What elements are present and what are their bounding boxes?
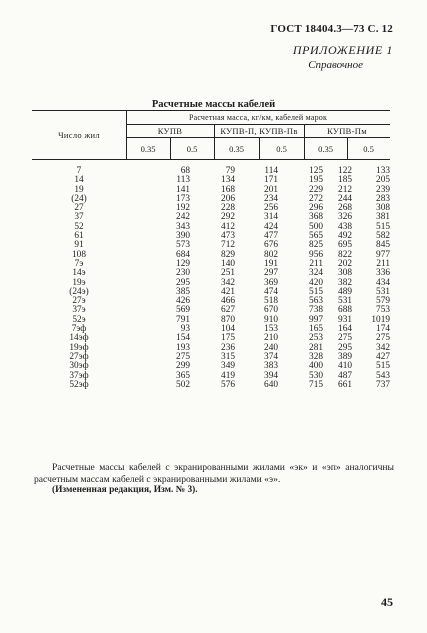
header-rule [126,124,390,125]
table-row [32,297,390,306]
cores-cell: 52 [74,221,84,232]
mass-cell: 133 [376,166,390,176]
mass-cell: 822 [338,249,352,260]
cores-cell: 91 [74,240,84,251]
mass-cell: 473 [221,231,235,242]
mass-cell: 997 [309,314,323,325]
mass-cell: 114 [264,166,278,176]
size-header: 0.35 [140,144,156,154]
cores-cell: 37эф [69,370,89,381]
mass-cell: 389 [338,351,352,362]
mass-cell: 210 [264,333,278,344]
cores-cell: 14э [72,268,86,279]
cores-cell: 19эф [69,342,89,353]
cores-cell: 19 [74,184,84,195]
cores-cell: 37 [74,212,84,223]
col-header-cores: Число жил [58,130,100,140]
mass-cell: 122 [338,166,352,176]
mass-cell: 530 [309,370,323,381]
cores-cell: 7э [74,258,84,269]
mass-cell: 531 [338,296,352,307]
mass-cell: 125 [309,166,323,176]
cores-cell: 37э [72,305,86,316]
mass-cell: 242 [176,212,190,223]
cores-cell: (24э) [69,286,89,297]
table-body [32,167,390,390]
mass-cell: 171 [264,175,278,186]
cores-cell: (24) [71,193,87,204]
cores-cell: 52э [72,314,86,325]
mass-cell: 977 [376,249,390,260]
mass-cell: 390 [176,231,190,242]
page-number: 45 [381,595,393,609]
mass-cell: 228 [221,203,235,214]
mass-cell: 956 [309,249,323,260]
note-text: Расчетные массы кабелей с экранированными жилами «эк» и «эп» аналогичны расчетным массам кабелей с экранированными жилами «э». [34,462,394,485]
mass-cell: 829 [221,249,235,260]
mass-cell: 424 [264,221,278,232]
mass-cell: 381 [376,212,390,223]
mass-cell: 129 [176,258,190,269]
mass-cell: 640 [264,379,278,390]
mass-cell: 211 [376,258,390,269]
mass-cell: 202 [338,258,352,269]
mass-cell: 910 [264,314,278,325]
cores-cell: 27 [74,203,84,214]
cores-cell: 61 [74,231,84,242]
mass-cell: 492 [338,231,352,242]
mass-cell: 466 [221,296,235,307]
mass-cell: 518 [264,296,278,307]
mass-cell: 244 [338,193,352,204]
mass-cell: 569 [176,305,190,316]
mass-cell: 438 [338,221,352,232]
cores-cell: 108 [72,249,86,260]
mass-cell: 434 [376,277,390,288]
mass-cell: 275 [376,333,390,344]
mass-cell: 737 [376,379,390,390]
mass-cell: 324 [309,268,323,279]
mass-cell: 79 [225,166,235,176]
mass-cell: 410 [338,361,352,372]
mass-cell: 93 [180,324,190,335]
table-row [32,176,390,185]
mass-cell: 342 [221,277,235,288]
mass-cell: 349 [221,361,235,372]
mass-cell: 104 [221,324,235,335]
mass-cell: 153 [264,324,278,335]
mass-cell: 68 [180,166,190,176]
mass-cell: 113 [176,175,190,186]
mass-cell: 627 [221,305,235,316]
mass-cell: 738 [309,305,323,316]
table-row [32,232,390,241]
mass-cell: 283 [376,193,390,204]
size-header: 0.35 [229,144,244,154]
mass-cell: 802 [264,249,278,260]
header-rule [126,137,390,138]
mass-cell: 688 [338,305,352,316]
mass-cell: 315 [221,351,235,362]
appendix-label: ПРИЛОЖЕНИЕ 1 [292,43,393,57]
mass-cell: 573 [176,240,190,251]
mass-cell: 141 [176,184,190,195]
mass-cell: 684 [176,249,190,260]
mass-cell: 400 [309,361,323,372]
mass-cell: 420 [309,277,323,288]
mass-cell: 253 [309,333,323,344]
mass-cell: 164 [338,324,352,335]
mass-cell: 336 [376,268,390,279]
mass-cell: 474 [264,286,278,297]
size-header: 0.5 [276,144,287,154]
table-row [32,213,390,222]
mass-cell: 383 [264,361,278,372]
mass-cell: 791 [176,314,190,325]
mass-cell: 205 [376,175,390,186]
mass-cell: 328 [309,351,323,362]
mass-cell: 272 [309,193,323,204]
mass-cell: 695 [338,240,352,251]
mass-cell: 712 [221,240,235,251]
mass-cell: 565 [309,231,323,242]
mass-cell: 576 [221,379,235,390]
mass-cell: 753 [376,305,390,316]
cores-cell: 14эф [69,333,89,344]
mass-cell: 295 [176,277,190,288]
mass-cell: 419 [221,370,235,381]
mass-cell: 308 [338,268,352,279]
table-row [32,251,390,260]
mass-cell: 195 [309,175,323,186]
table-row [32,306,390,315]
mass-cell: 412 [221,221,235,232]
mass-cell: 281 [309,342,323,353]
table-row [32,223,390,232]
col-header-mass: Расчетная масса, кг/км, кабелей марок [188,113,328,122]
cores-cell: 27э [72,296,86,307]
table-header-grid [32,111,390,160]
mass-cell: 297 [264,268,278,279]
mass-cell: 326 [338,212,352,223]
cores-cell: 14 [74,175,84,186]
mass-cell: 515 [376,221,390,232]
table-header [32,110,390,154]
mass-cell: 825 [309,240,323,251]
table-row [32,260,390,269]
mass-cell: 579 [376,296,390,307]
mass-cell: 134 [221,175,235,186]
mass-cell: 543 [376,370,390,381]
table-row [32,204,390,213]
mass-cell: 515 [309,286,323,297]
reference-label: Справочное [308,59,363,71]
mass-cell: 394 [264,370,278,381]
mass-cell: 174 [376,324,390,335]
group-header: КУПВ-Пм [327,126,367,136]
mass-cell: 515 [376,361,390,372]
mass-cell: 500 [309,221,323,232]
mass-cell: 715 [309,379,323,390]
mass-cell: 229 [309,184,323,195]
mass-cell: 175 [221,333,235,344]
table-row [32,288,390,297]
mass-cell: 382 [338,277,352,288]
mass-cell: 185 [338,175,352,186]
mass-cell: 168 [221,184,235,195]
mass-cell: 369 [264,277,278,288]
table-row [32,195,390,204]
cores-cell: 30эф [69,361,89,372]
mass-cell: 427 [376,351,390,362]
mass-cell: 292 [221,212,235,223]
mass-cell: 368 [309,212,323,223]
mass-cell: 296 [309,203,323,214]
group-header: КУПВ-П, КУПВ-Пв [220,126,298,136]
mass-cell: 582 [376,231,390,242]
mass-cell: 1019 [371,314,390,325]
cores-cell: 27эф [69,351,89,362]
mass-cell: 173 [176,193,190,204]
group-header: КУПВ [157,126,183,136]
mass-cell: 211 [309,258,323,269]
mass-cell: 489 [338,286,352,297]
mass-cell: 140 [221,258,235,269]
mass-cell: 201 [264,184,278,195]
mass-cell: 193 [176,342,190,353]
table-row [32,269,390,278]
mass-cell: 256 [264,203,278,214]
mass-cell: 212 [338,184,352,195]
mass-cell: 239 [376,184,390,195]
mass-cell: 374 [264,351,278,362]
mass-cell: 299 [176,361,190,372]
mass-cell: 268 [338,203,352,214]
mass-cell: 426 [176,296,190,307]
mass-cell: 670 [264,305,278,316]
mass-cell: 275 [176,351,190,362]
mass-cell: 191 [264,258,278,269]
mass-cell: 308 [376,203,390,214]
mass-cell: 343 [176,221,190,232]
mass-cell: 295 [338,342,352,353]
size-header: 0.5 [363,144,374,154]
mass-cell: 342 [376,342,390,353]
table-row [32,381,390,390]
mass-cell: 206 [221,193,235,204]
mass-cell: 240 [264,342,278,353]
mass-cell: 314 [264,212,278,223]
mass-cell: 661 [338,379,352,390]
mass-cell: 531 [376,286,390,297]
mass-cell: 845 [376,240,390,251]
mass-cell: 251 [221,268,235,279]
amendment-note: (Измененная редакция, Изм. № 3). [52,485,198,495]
table-row [32,167,390,176]
size-header: 0.5 [186,144,198,154]
mass-cell: 230 [176,268,190,279]
mass-cell: 487 [338,370,352,381]
mass-cell: 563 [309,296,323,307]
table-title: Расчетные массы кабелей [151,99,276,110]
size-header: 0.35 [318,144,333,154]
mass-cell: 234 [264,193,278,204]
cores-cell: 19э [72,277,86,288]
mass-cell: 275 [338,333,352,344]
standard-header: ГОСТ 18404.3—73 С. 12 [270,23,393,35]
mass-cell: 385 [176,286,190,297]
cores-cell: 52эф [69,379,89,390]
mass-cell: 421 [221,286,235,297]
mass-cell: 165 [309,324,323,335]
mass-cell: 477 [264,231,278,242]
mass-cell: 365 [176,370,190,381]
cores-cell: 7эф [71,324,87,335]
mass-cell: 676 [264,240,278,251]
mass-cell: 870 [221,314,235,325]
mass-cell: 236 [221,342,235,353]
header-rule [32,159,390,160]
mass-cell: 931 [338,314,352,325]
mass-cell: 502 [176,379,190,390]
cores-cell: 7 [76,166,82,176]
mass-cell: 192 [176,203,190,214]
mass-cell: 154 [176,333,190,344]
